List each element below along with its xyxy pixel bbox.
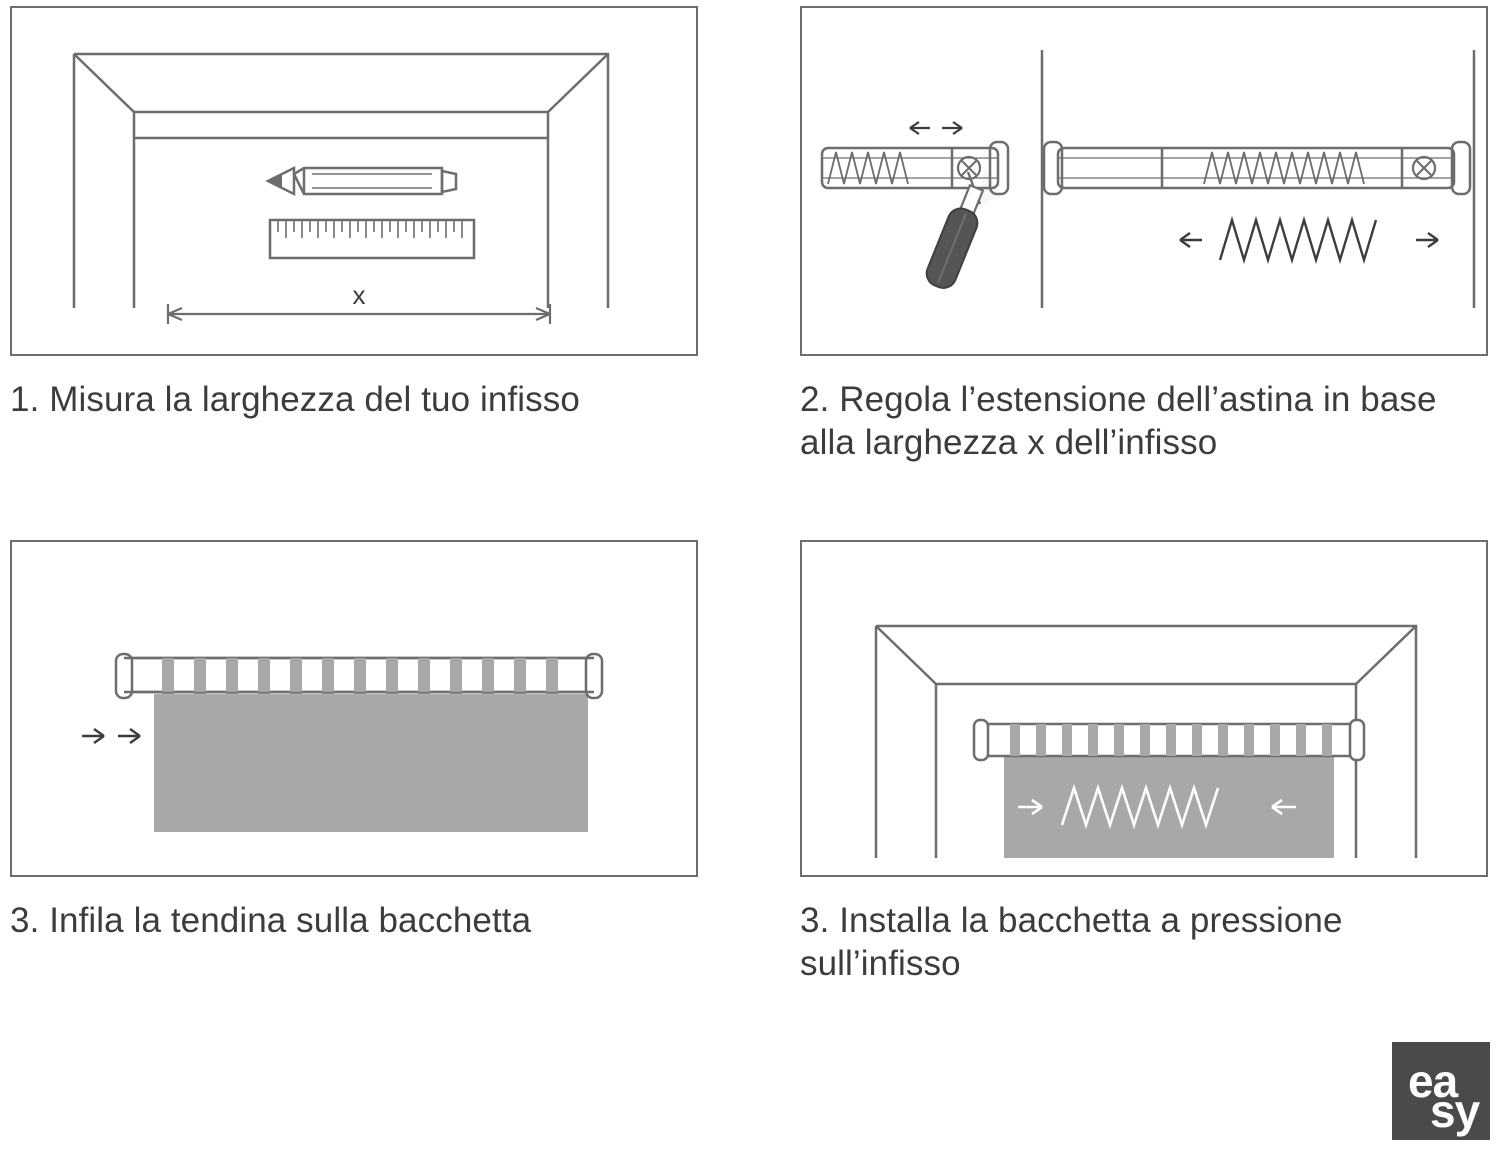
step-4-caption: 3. Installa la bacchetta a pressione sull’infisso	[800, 901, 1343, 984]
slide-arrows	[82, 729, 140, 743]
install-rod-illustration	[802, 542, 1486, 875]
width-label: x	[352, 280, 366, 310]
telescopic-rod-icon-right	[1044, 142, 1470, 194]
telescopic-rod-icon-left	[822, 142, 1008, 194]
step-3-caption: 3. Infila la tendina sulla bacchetta	[10, 901, 532, 940]
step-2-caption: 2. Regola l’estensione dell’astina in base alla larghezza x dell’infisso	[800, 380, 1437, 463]
measure-window-illustration	[12, 8, 696, 354]
screw-icon-right	[1413, 157, 1435, 179]
pencil-icon	[268, 168, 456, 194]
logo-line-1: ea	[1408, 1055, 1458, 1107]
logo-line-2: sy	[1430, 1085, 1480, 1137]
step-1	[10, 6, 698, 421]
screwdriver-icon	[923, 168, 998, 292]
curtain-icon	[154, 694, 588, 832]
slide-curtain-illustration	[12, 542, 696, 875]
adjust-rod-illustration	[802, 8, 1486, 354]
step-3	[10, 540, 698, 942]
step-1-panel	[10, 6, 698, 356]
step-4	[800, 540, 1488, 986]
step-4-panel	[800, 540, 1488, 877]
step-1-caption: 1. Misura la larghezza del tuo infisso	[10, 380, 580, 419]
easy-logo	[1392, 1042, 1490, 1140]
ruler-icon	[270, 220, 474, 258]
tension-indicator	[1180, 220, 1438, 260]
extend-arrows	[910, 122, 962, 134]
step-2	[800, 6, 1488, 465]
step-2-panel	[800, 6, 1488, 356]
step-3-panel	[10, 540, 698, 877]
